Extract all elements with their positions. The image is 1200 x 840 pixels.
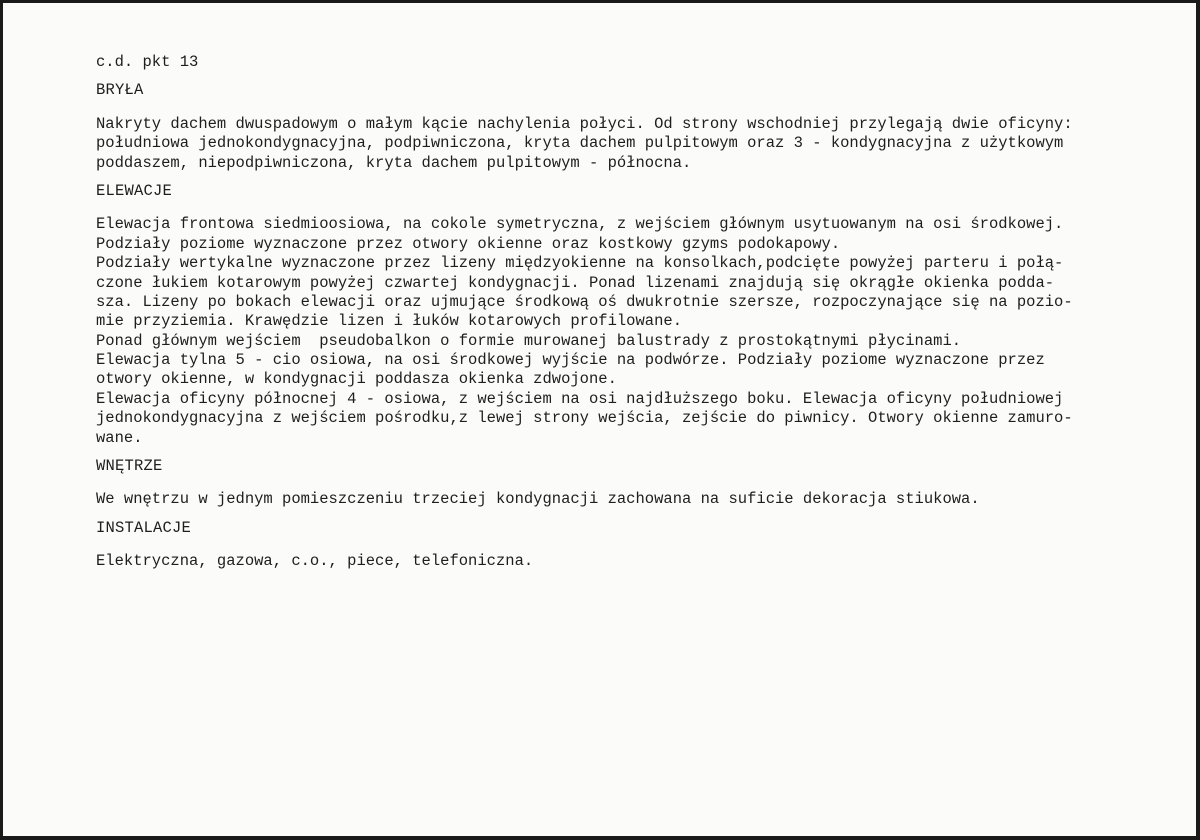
text-line: Elewacja tylna 5 - cio osiowa, na osi środkowej wyjście na podwórze. Podziały poziome wyznaczone przez bbox=[96, 351, 1045, 370]
text-line: mie przyziemia. Krawędzie lizen i łuków kotarowych profilowane. bbox=[96, 312, 682, 331]
text-line: sza. Lizeny po bokach elewacji oraz ujmujące środkową oś dwukrotnie szersze, rozpoczynające się na pozio- bbox=[96, 292, 1073, 311]
text-line: południowa jednokondygnacyjna, podpiwniczona, kryta dachem pulpitowym oraz 3 - kondygnacyjna z użytkowym bbox=[96, 134, 1064, 153]
text-line: wane. bbox=[96, 428, 143, 447]
section-body-elewacje bbox=[96, 215, 1166, 448]
text-line: Ponad głównym wejściem pseudobalkon o formie murowanej balustrady z prostokątnymi płycinami. bbox=[96, 331, 962, 350]
text-line: otwory okienne, w kondygnacji poddasza okienka zdwojone. bbox=[96, 370, 617, 389]
text-line: We wnętrzu w jednym pomieszczeniu trzeciej kondygnacji zachowana na suficie dekoracja stiukowa. bbox=[96, 490, 980, 509]
section-heading-instalacje: INSTALACJE bbox=[96, 518, 192, 537]
text-line: poddaszem, niepodpiwniczona, kryta dachem pulpitowym - północna. bbox=[96, 153, 692, 172]
section-heading-elewacje: ELEWACJE bbox=[96, 181, 173, 200]
text-line: Elektryczna, gazowa, c.o., piece, telefoniczna. bbox=[96, 552, 534, 571]
text-line: Nakryty dachem dwuspadowym o małym kącie nachylenia połyci. Od strony wschodniej przylegają dwie oficyny: bbox=[96, 114, 1073, 133]
text-line: Podziały wertykalne wyznaczone przez lizeny międzyokienne na konsolkach,podcięte powyżej parteru i połą- bbox=[96, 254, 1064, 273]
section-heading-wnetrze: WNĘTRZE bbox=[96, 457, 163, 476]
section-body-bryla bbox=[96, 115, 1166, 173]
text-line: Elewacja frontowa siedmioosiowa, na cokole symetryczna, z wejściem głównym usytuowanym na osi środkowej. bbox=[96, 215, 1064, 234]
section-heading-bryla: BRYŁA bbox=[96, 81, 144, 100]
document-sheet bbox=[3, 3, 1196, 836]
typed-document bbox=[96, 53, 1166, 572]
text-line: Podziały poziome wyznaczone przez otwory okienne oraz kostkowy gzyms podokapowy. bbox=[96, 234, 841, 253]
continuation-note: c.d. pkt 13 bbox=[96, 53, 199, 71]
section-body-instalacje bbox=[96, 552, 1166, 571]
text-line: Elewacja oficyny północnej 4 - osiowa, z wejściem na osi najdłuższego boku. Elewacja oficyny południowej bbox=[96, 389, 1064, 408]
text-line: jednokondygnacyjna z wejściem pośrodku,z lewej strony wejścia, zejście do piwnicy. Otwory okienne zamuro- bbox=[96, 409, 1073, 428]
section-body-wnetrze bbox=[96, 490, 1166, 509]
text-line: czone łukiem kotarowym powyżej czwartej kondygnacji. Ponad lizenami znajdują się okrągłe okienka podda- bbox=[96, 273, 1055, 292]
